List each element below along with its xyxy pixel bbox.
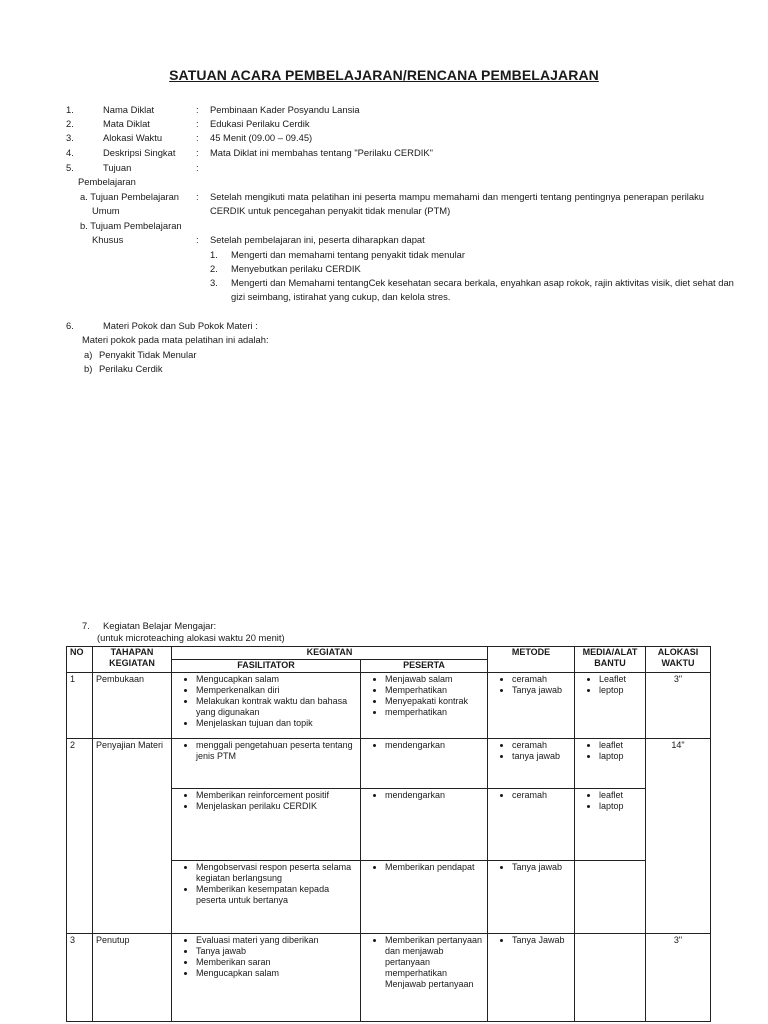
list-item: • Memperhatikan <box>385 685 484 696</box>
list-item: • Menjawab salam <box>385 674 484 685</box>
list-item: • Mengucapkan salam <box>196 968 357 979</box>
tujuan-umum-colon: : <box>196 191 199 202</box>
cell-fasilitator <box>172 673 361 739</box>
info-label: Nama Diklat <box>103 104 155 115</box>
materi-item: Perilaku Cerdik <box>99 363 163 374</box>
cell-metode <box>488 934 575 1022</box>
cell-peserta <box>361 789 488 861</box>
list-item: • Tanya jawab <box>512 862 571 873</box>
cell-fasilitator <box>172 789 361 861</box>
materi-item-letter: a) <box>84 349 93 360</box>
list-item: • ceramah <box>512 740 571 751</box>
cell-no: 2 <box>67 739 93 934</box>
list-item: • Menyepakati kontrak <box>385 696 484 707</box>
cell-no: 1 <box>67 673 93 739</box>
list-item: • Mengucapkan salam <box>196 674 357 685</box>
list-item: • ceramah <box>512 674 571 685</box>
materi-num: 6. <box>66 320 74 331</box>
info-num: 2. <box>66 118 74 129</box>
kegiatan-heading: Kegiatan Belajar Mengajar: <box>103 620 217 631</box>
cell-metode <box>488 861 575 934</box>
list-item: • Mengobservasi respon peserta selama kegiatan berlangsung <box>196 862 357 884</box>
cell-tahapan: Penutup <box>93 934 172 1022</box>
cell-fasilitator <box>172 861 361 934</box>
list-item: • leptop <box>599 685 642 696</box>
materi-item-letter: b) <box>84 363 93 374</box>
list-item: • ceramah <box>512 790 571 801</box>
info-colon: : <box>196 147 199 158</box>
header-media: MEDIA/ALAT BANTU <box>575 647 646 673</box>
info-value: 45 Menit (09.00 – 09.45) <box>210 132 313 143</box>
list-item: • leaflet <box>599 740 642 751</box>
cell-metode <box>488 789 575 861</box>
cell-media <box>575 934 646 1022</box>
list-item: • Memperkenalkan diri <box>196 685 357 696</box>
list-item: • Memberikan saran <box>196 957 357 968</box>
list-item: • Evaluasi materi yang diberikan <box>196 935 357 946</box>
cell-media <box>575 673 646 739</box>
list-item: • laptop <box>599 801 642 812</box>
list-item: • mendengarkan <box>385 740 484 751</box>
tujuan-khusus-item-cont: gizi seimbang, istirahat yang cukup, dan kelola stres. <box>231 291 451 302</box>
tujuan-khusus-item: Mengerti dan memahami tentang penyakit tidak menular <box>231 249 465 260</box>
tujuan-khusus-item: Mengerti dan Memahami tentangCek kesehatan secara berkala, enyahkan asap rokok, rajin aktivitas visik, diet sehat dan <box>231 277 734 288</box>
cell-alokasi: 14" <box>646 739 711 934</box>
cell-peserta <box>361 673 488 739</box>
info-label: Deskripsi Singkat <box>103 147 176 158</box>
cell-tahapan: Penyajian Materi <box>93 739 172 934</box>
table-row <box>67 673 711 739</box>
cell-alokasi: 3" <box>646 673 711 739</box>
header-no: NO <box>67 647 93 673</box>
list-item: • laptop <box>599 751 642 762</box>
cell-media <box>575 861 646 934</box>
cell-metode <box>488 673 575 739</box>
list-item: • Leaflet <box>599 674 642 685</box>
tujuan-khusus-colon: : <box>196 234 199 245</box>
info-label: Alokasi Waktu <box>103 132 163 143</box>
list-item: • Tanya Jawab <box>512 935 571 946</box>
info-value: Pembinaan Kader Posyandu Lansia <box>210 104 360 115</box>
info-colon: : <box>196 118 199 129</box>
tujuan-khusus-item: Menyebutkan perilaku CERDIK <box>231 263 361 274</box>
table-row <box>67 934 711 1022</box>
info-num: 4. <box>66 147 74 158</box>
header-kegiatan: KEGIATAN <box>172 647 488 660</box>
tujuan-khusus-item-num: 3. <box>210 277 218 288</box>
info-num: 5. <box>66 162 74 173</box>
header-tahapan: TAHAPAN KEGIATAN <box>93 647 172 673</box>
list-item: • memperhatikan <box>385 707 484 718</box>
materi-intro: Materi pokok pada mata pelatihan ini adalah: <box>82 334 269 345</box>
info-value: Edukasi Perilaku Cerdik <box>210 118 310 129</box>
tujuan-khusus-intro: Setelah pembelajaran ini, peserta diharapkan dapat <box>210 234 425 245</box>
info-colon: : <box>196 132 199 143</box>
tujuan-continuation: Pembelajaran <box>78 176 136 187</box>
info-num: 3. <box>66 132 74 143</box>
list-item: • Memberikan kesempatan kepada peserta untuk bertanya <box>196 884 357 906</box>
cell-peserta <box>361 934 488 1022</box>
cell-media <box>575 739 646 789</box>
list-item: • Memberikan pertanyaan dan menjawab pertanyaan memperhatikan Menjawab pertanyaan <box>385 935 484 990</box>
info-colon: : <box>196 162 199 173</box>
list-item: • menggali pengetahuan peserta tentang jenis PTM <box>196 740 357 762</box>
list-item: • Menjelaskan tujuan dan topik <box>196 718 357 729</box>
list-item: • Melakukan kontrak waktu dan bahasa yang digunakan <box>196 696 357 718</box>
kegiatan-table <box>66 646 711 1022</box>
kegiatan-num: 7. <box>82 620 90 631</box>
list-item: • leaflet <box>599 790 642 801</box>
tujuan-khusus-label: b. Tujuam Pembelajaran <box>80 220 182 231</box>
cell-media <box>575 789 646 861</box>
materi-item: Penyakit Tidak Menular <box>99 349 197 360</box>
header-fasilitator: FASILITATOR <box>172 660 361 673</box>
info-num: 1. <box>66 104 74 115</box>
tujuan-khusus-label-2: Khusus <box>92 234 124 245</box>
cell-fasilitator <box>172 739 361 789</box>
list-item: • Tanya jawab <box>196 946 357 957</box>
cell-tahapan: Pembukaan <box>93 673 172 739</box>
info-label: Tujuan <box>103 162 132 173</box>
materi-heading: Materi Pokok dan Sub Pokok Materi : <box>103 320 258 331</box>
document-title: SATUAN ACARA PEMBELAJARAN/RENCANA PEMBELAJARAN <box>169 67 599 83</box>
list-item: • tanya jawab <box>512 751 571 762</box>
kegiatan-note: (untuk microteaching alokasi waktu 20 menit) <box>97 632 285 643</box>
tujuan-khusus-item-num: 1. <box>210 249 218 260</box>
tujuan-umum-label: a. Tujuan Pembelajaran <box>80 191 180 202</box>
table-row <box>67 739 711 789</box>
list-item: • Menjelaskan perilaku CERDIK <box>196 801 357 812</box>
info-value: Mata Diklat ini membahas tentang "Perilaku CERDIK" <box>210 147 433 158</box>
info-label: Mata Diklat <box>103 118 150 129</box>
list-item: • mendengarkan <box>385 790 484 801</box>
tujuan-umum-label-2: Umum <box>92 205 120 216</box>
cell-peserta <box>361 739 488 789</box>
list-item: • Memberikan reinforcement positif <box>196 790 357 801</box>
info-colon: : <box>196 104 199 115</box>
tujuan-khusus-item-num: 2. <box>210 263 218 274</box>
cell-fasilitator <box>172 934 361 1022</box>
cell-no: 3 <box>67 934 93 1022</box>
header-alokasi: ALOKASI WAKTU <box>646 647 711 673</box>
list-item: • Tanya jawab <box>512 685 571 696</box>
cell-metode <box>488 739 575 789</box>
header-metode: METODE <box>488 647 575 673</box>
cell-alokasi: 3" <box>646 934 711 1022</box>
header-peserta: PESERTA <box>361 660 488 673</box>
tujuan-umum-text: Setelah mengikuti mata pelatihan ini peserta mampu memahami dan mengerti tentang pentingnya penerapan perilaku CERDIK untuk pencegahan penyakit tidak menular (PTM) <box>210 191 704 216</box>
cell-peserta <box>361 861 488 934</box>
list-item: • Memberikan pendapat <box>385 862 484 873</box>
